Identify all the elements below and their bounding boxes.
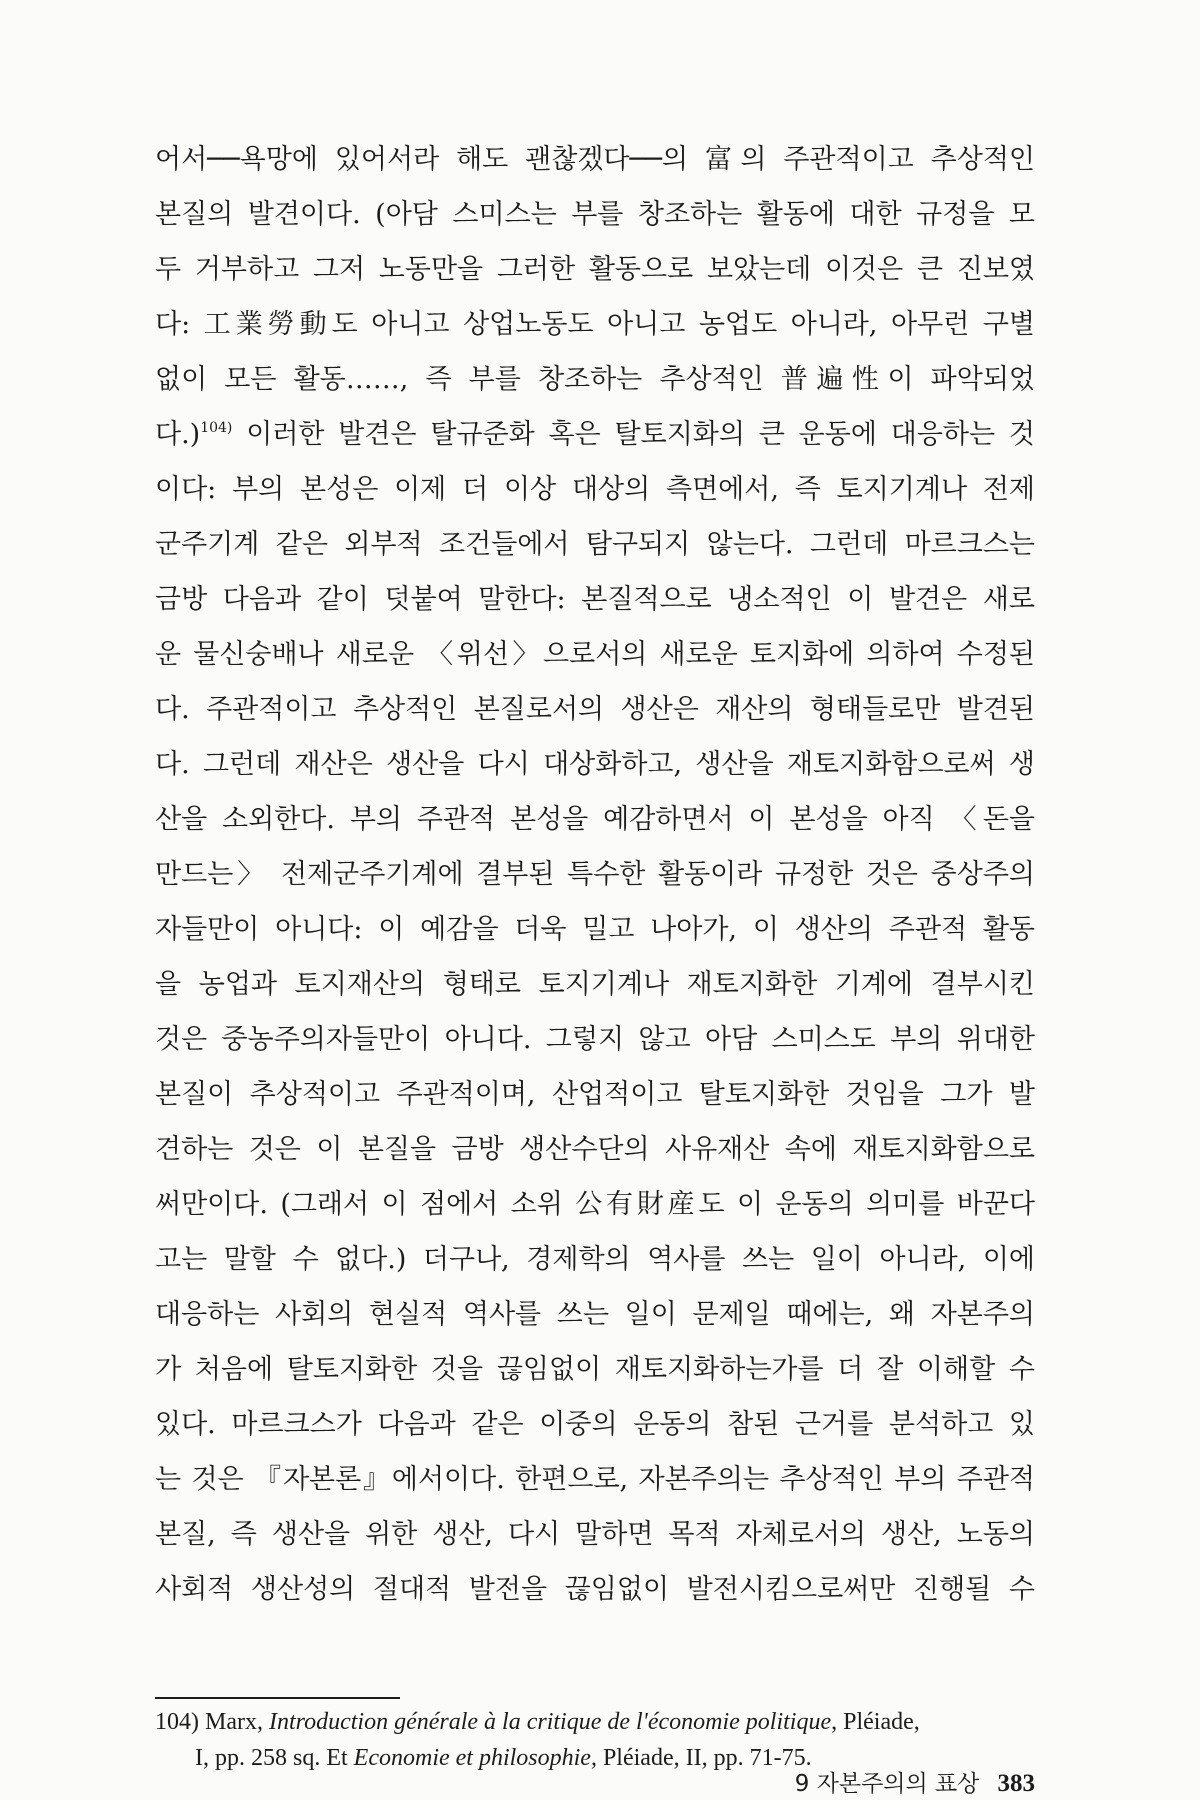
- footnote-marker: 104): [155, 1709, 199, 1735]
- text-line: 가 처음에 탈토지화한 것을 끊임없이 재토지화하는가를 더 잘 이해할 수: [155, 1354, 1035, 1385]
- text-line: 다. 그런데 재산은 생산을 다시 대상화하고, 생산을 재토지화함으로써 생: [155, 749, 1035, 780]
- text-fragment: 이러한 발견은 탈규준화 혹은 탈토지화의 큰 운동에 대응하는 것: [246, 419, 1035, 450]
- footnote-reference: 104): [200, 420, 233, 436]
- text-fragment: 다.): [155, 419, 201, 450]
- text-line: 있다. 마르크스가 다음과 같은 이중의 운동의 참된 근거를 분석하고 있: [155, 1409, 1035, 1440]
- footnote-title: Economie et philosophie: [353, 1745, 591, 1771]
- running-footer: [795, 1765, 1035, 1798]
- chapter-running-title: 9 자본주의의 표상: [794, 1771, 980, 1797]
- text-line: 고는 말할 수 없다.) 더구나, 경제학의 역사를 쓰는 일이 아니라, 이에: [155, 1244, 1035, 1275]
- text-line: 다. 주관적이고 추상적인 본질로서의 생산은 재산의 형태들로만 발견된: [155, 694, 1035, 725]
- text-line: 을 농업과 토지재산의 형태로 토지기계나 재토지화한 기계에 결부시킨: [155, 969, 1035, 1000]
- text-line: 금방 다음과 같이 덧붙여 말한다: 본질적으로 냉소적인 이 발견은 새로: [155, 584, 1035, 615]
- footnote-text: , Pléiade,: [831, 1709, 920, 1735]
- text-line: 견하는 것은 이 본질을 금방 생산수단의 사유재산 속에 재토지화함으로: [155, 1134, 1035, 1165]
- text-line: 어서──욕망에 있어서라 해도 괜찮겠다──의 富의 주관적이고 추상적인: [155, 144, 1035, 175]
- text-line: 써만이다. (그래서 이 점에서 소위 公有財産도 이 운동의 의미를 바꾼다: [155, 1189, 1035, 1220]
- text-line: 본질이 추상적이고 주관적이며, 산업적이고 탈토지화한 것임을 그가 발: [155, 1079, 1035, 1110]
- text-line: 대응하는 사회의 현실적 역사를 쓰는 일이 문제일 때에는, 왜 자본주의: [155, 1299, 1035, 1330]
- text-line: 군주기계 같은 외부적 조건들에서 탐구되지 않는다. 그런데 마르크스는: [155, 529, 1035, 560]
- footnote-title: Introduction générale à la critique de l'économie politique: [268, 1709, 832, 1735]
- text-line: 산을 소외한다. 부의 주관적 본성을 예감하면서 이 본성을 아직 〈돈을: [155, 804, 1035, 835]
- text-line: 두 거부하고 그저 노동만을 그러한 활동으로 보았는데 이것은 큰 진보였: [155, 254, 1035, 285]
- page-number: 383: [997, 1770, 1035, 1797]
- text-line: 본질의 발견이다. (아담 스미스는 부를 창조하는 활동에 대한 규정을 모: [155, 199, 1035, 230]
- text-line: 다: 工業勞動도 아니고 상업노동도 아니고 농업도 아니라, 아무런 구별: [155, 309, 1035, 340]
- body-text: [155, 132, 1035, 1617]
- footnote-text: , Pléiade, II, pp. 71-75.: [590, 1745, 812, 1771]
- text-line: 이다: 부의 본성은 이제 더 이상 대상의 측면에서, 즉 토지기계나 전제: [155, 474, 1035, 505]
- footnote-separator: [155, 1697, 400, 1699]
- footnote-line: [155, 1704, 1035, 1740]
- text-line: 만드는〉 전제군주기계에 결부된 특수한 활동이라 규정한 것은 중상주의: [155, 859, 1035, 890]
- text-line: 본질, 즉 생산을 위한 생산, 다시 말하면 목적 자체로서의 생산, 노동의: [155, 1519, 1035, 1550]
- footnote-text: Marx,: [205, 1709, 263, 1735]
- text-line: 것은 중농주의자들만이 아니다. 그렇지 않고 아담 스미스도 부의 위대한: [155, 1024, 1035, 1055]
- text-line: 운 물신숭배나 새로운 〈위선〉으로서의 새로운 토지화에 의하여 수정된: [155, 639, 1035, 670]
- text-line: 사회적 생산성의 절대적 발전을 끊임없이 발전시킴으로써만 진행될 수: [155, 1574, 1035, 1605]
- text-line: 는 것은 『자본론』에서이다. 한편으로, 자본주의는 추상적인 부의 주관적: [155, 1464, 1035, 1495]
- text-line: 없이 모든 활동……, 즉 부를 창조하는 추상적인 普遍性이 파악되었: [155, 364, 1035, 395]
- text-line: 자들만이 아니다: 이 예감을 더욱 밀고 나아가, 이 생산의 주관적 활동: [155, 914, 1035, 945]
- footnote-text: I, pp. 258 sq. Et: [195, 1745, 348, 1771]
- text-line-with-note: [155, 407, 1035, 462]
